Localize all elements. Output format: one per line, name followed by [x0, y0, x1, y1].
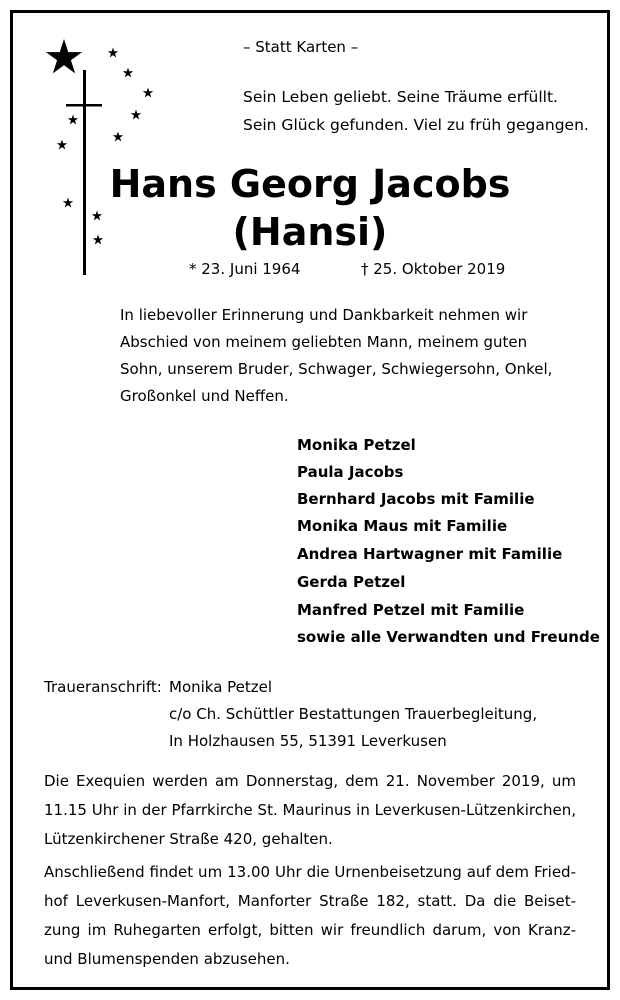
- intro-line: Großonkel und Neffen.: [120, 387, 289, 405]
- birth-date: * 23. Juni 1964: [189, 260, 301, 278]
- address-line: In Holzhausen 55, 51391 Leverkusen: [169, 732, 447, 750]
- address-line: Monika Petzel: [169, 678, 273, 696]
- exequien-line: Lützenkirchener Straße 420, gehalten.: [44, 830, 333, 848]
- address-line: c/o Ch. Schüttler Bestattungen Trauerbegleitung,: [169, 705, 538, 723]
- urnenbeisetzung-line: und Blumenspenden abzusehen.: [44, 950, 290, 968]
- address-label: Traueranschrift:: [44, 678, 162, 696]
- exequien-line: Die Exequien werden am Donnerstag, dem 21. November 2019, um: [44, 772, 576, 790]
- statt-karten-note: – Statt Karten –: [243, 38, 359, 56]
- deceased-name: Hans Georg Jacobs: [109, 162, 511, 206]
- intro-line: In liebevoller Erinnerung und Dankbarkeit nehmen wir: [120, 306, 528, 324]
- mourner-item: Monika Petzel: [297, 436, 416, 454]
- deceased-nickname: (Hansi): [232, 210, 388, 254]
- mourner-item: Andrea Hartwagner mit Familie: [297, 545, 563, 563]
- motto-line-1: Sein Leben geliebt. Seine Träume erfüllt.: [243, 88, 558, 106]
- mourner-item: sowie alle Verwandten und Freunde: [297, 628, 600, 646]
- motto-line-2: Sein Glück gefunden. Viel zu früh gegangen.: [243, 116, 589, 134]
- mourner-item: Gerda Petzel: [297, 573, 406, 591]
- mourner-item: Monika Maus mit Familie: [297, 517, 508, 535]
- death-date: † 25. Oktober 2019: [361, 260, 506, 278]
- intro-line: Abschied von meinem geliebten Mann, meinem guten: [120, 333, 528, 351]
- intro-line: Sohn, unserem Bruder, Schwager, Schwiegersohn, Onkel,: [120, 360, 553, 378]
- urnenbeisetzung-line: hof Leverkusen-Manfort, Manforter Straße 182, statt. Da die Beiset-: [44, 892, 576, 910]
- mourner-item: Paula Jacobs: [297, 463, 404, 481]
- urnenbeisetzung-line: zung im Ruhegarten erfolgt, bitten wir freundlich darum, von Kranz-: [44, 921, 576, 939]
- mourner-item: Manfred Petzel mit Familie: [297, 601, 525, 619]
- urnenbeisetzung-line: Anschließend findet um 13.00 Uhr die Urnenbeisetzung auf dem Fried-: [44, 863, 576, 881]
- mourner-item: Bernhard Jacobs mit Familie: [297, 490, 535, 508]
- exequien-line: 11.15 Uhr in der Pfarrkirche St. Maurinus in Leverkusen-Lützenkirchen,: [44, 801, 576, 819]
